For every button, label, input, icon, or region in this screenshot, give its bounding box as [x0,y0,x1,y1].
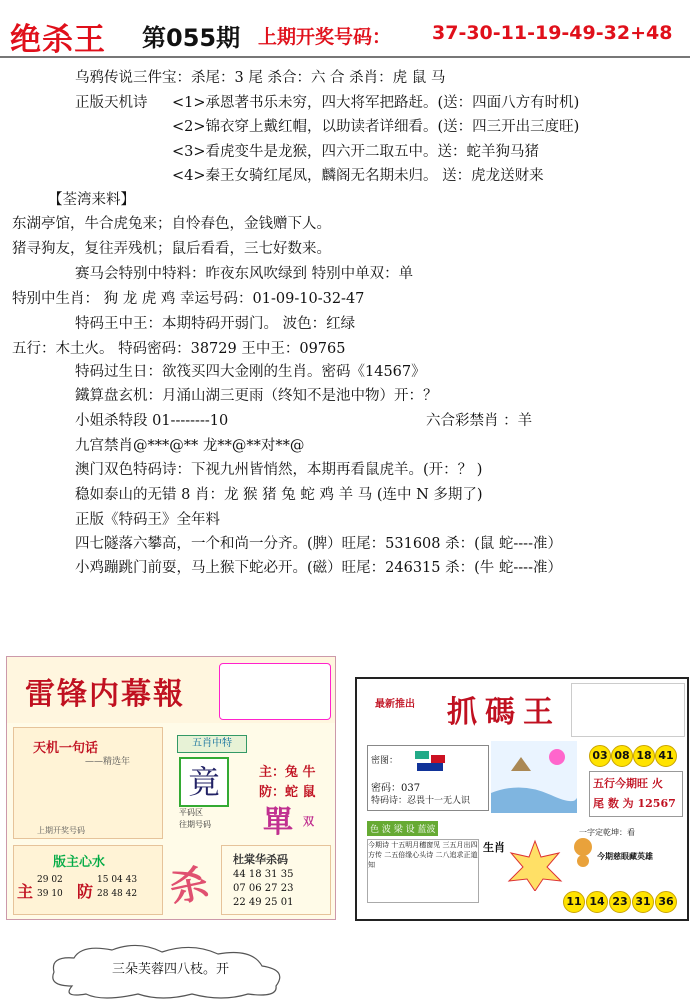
text-line: 赛马会特别中特料：昨夜东风吹绿到 特别中单双：单 [75,266,414,282]
secret-label: 密图： [371,756,399,766]
number-ball: 23 [609,891,631,913]
number-ball: 36 [655,891,677,913]
fang-label: 防：蛇 鼠 [259,785,316,800]
zhuamawang-panel [355,677,689,921]
text-line: 稳如泰山的无错 8 肖：龙 猴 猪 兔 蛇 鸡 羊 马 (连中 N 多期了) [75,487,483,503]
tianji-title: 天机一句话 [33,741,99,756]
banzhu-zhu: 主 [17,882,34,901]
sha-char: 杀 [165,859,212,912]
text-line: <2>锦衣穿上戴红帽，以助读者详细看。(送：四三开出三度旺) [172,119,580,135]
number-ball: 31 [632,891,654,913]
section-heading: 【荃湾来料】 [48,192,135,208]
text-line: 乌鸦传说三件宝：杀尾：3 尾 杀合：六 合 杀肖：虎 鼠 马 [75,70,446,86]
special-poem: 特码诗：忍畏十一无人识 [371,796,471,806]
text-line: 东湖亭馆，牛合虎兔来；自怜春色，金钱赠下人。 [12,216,331,232]
zhuamawang-title: 抓碼王 [447,695,561,730]
center-banner: 五肖中特 [177,735,247,753]
center-sub2: 往期号码 [179,820,211,829]
tianji-foot: 上期开奖号码 [37,826,85,835]
left-tags: 色 波 梁 设 蓝波 [367,821,438,836]
dutang-num: 44 18 31 35 [233,869,294,880]
tail-numbers: 尾 数 为 12567 [593,797,676,810]
leifeng-panel [6,656,336,920]
landscape-picture [491,741,577,813]
header-divider [0,56,690,58]
zodiac-label: 生肖 [483,841,505,854]
issue-number: 第055期 [142,24,241,52]
number-ball: 08 [611,745,633,767]
banzhu-title: 版主心水 [53,855,106,870]
text-line: 正版《特码王》全年料 [75,512,220,528]
text-line: 特码王中王：本期特码开弱门。 波色：红绿 [75,316,356,332]
dutang-num: 22 49 25 01 [233,897,294,908]
text-line: 六合彩禁肖 ：羊 [426,413,533,429]
text-line: 小姐杀特段 01--------10 [75,413,229,429]
logo-graphic [413,749,447,773]
text-line: 特别中生肖： 狗 龙 虎 鸡 幸运号码：01-09-10-32-47 [12,291,365,307]
dutang-num: 07 06 27 23 [233,883,294,894]
dutang-title: 杜棠华杀码 [233,853,288,866]
text-line: 正版天机诗 [75,95,148,111]
tianji-sub: ——精选年 [85,757,131,767]
previous-draw-label: 上期开奖号码： [258,26,392,48]
sunburst-graphic [507,839,563,891]
text-line: 五行：木土火。 特码密码：38729 王中王：09765 [12,341,346,357]
center-sub1: 平码区 [179,808,203,817]
page-title: 绝杀王 [10,22,106,58]
blank-box [571,683,685,737]
dan-char: 單 [263,805,293,840]
leifeng-blank-box [219,663,331,720]
number-ball: 18 [633,745,655,767]
text-line: 小鸡蹦跳门前耍，马上猴下蛇必开。(磁）旺尾：246315 杀：(牛 蛇----准） [75,560,562,576]
banzhu-num: 29 02 [37,875,63,885]
shuang-char: 双 [303,815,314,828]
previous-draw-numbers: 37-30-11-19-49-32+48 [432,22,673,44]
poem-columns: 今期诗 十五明月穗窗见 三五月出四方传 二五倍缘心头诗 二八追求正道知 [367,839,479,903]
text-line: 猪寻狗友，复往弄残机；鼠后看看，三七好数来。 [12,241,331,257]
text-line: 澳门双色特码诗：下视九州皆悄然，本期再看鼠虎羊。(开：？ ) [75,462,483,478]
cloud-text: 三朵芙蓉四八枝。开 [112,962,230,977]
yizi-text: 一字定乾坤：看 [579,828,635,837]
number-ball: 11 [563,891,585,913]
banzhu-num: 15 04 43 [97,875,138,885]
center-char: 竟 [179,757,229,807]
text-line: 九宫禁肖@***@** 龙**@**对**@ [75,438,305,454]
banzhu-num: 39 10 [37,889,63,899]
number-ball: 03 [589,745,611,767]
code-label: 密码：037 [371,783,421,794]
text-line: 四七隧落六攀高，一个和尚一分齐。(脾）旺尾：531608 杀：(鼠 蛇----准） [75,536,562,552]
text-line: <3>看虎变牛是龙猴，四六开二取五中。送：蛇羊狗马猪 [172,144,540,160]
five-elements: 五行今期旺 火 [593,777,663,790]
zhu-label: 主：兔 牛 [259,765,316,780]
banzhu-fang: 防 [77,882,94,901]
new-badge: 最新推出 [375,699,415,710]
note-text: 今期慈眼藏英雄 [597,851,653,861]
number-ball: 14 [586,891,608,913]
text-line: <4>秦王女骑红尾凤，麟阁无名期未归。 送：虎龙送财来 [172,168,544,184]
text-line: <1>承恩著书乐未穷，四大将军把路赶。(送：四面八方有时机) [172,95,580,111]
banzhu-num: 28 48 42 [97,889,138,899]
text-line: 特码过生日：欲筏买四大金刚的生肖。密码《14567》 [75,364,426,380]
text-line: 鐵算盘玄机：月涌山湖三更雨（终知不是池中物）开：？ [75,388,438,404]
leifeng-title: 雷锋内幕報 [25,677,185,712]
monkey-graphic [571,837,595,867]
number-ball: 41 [655,745,677,767]
